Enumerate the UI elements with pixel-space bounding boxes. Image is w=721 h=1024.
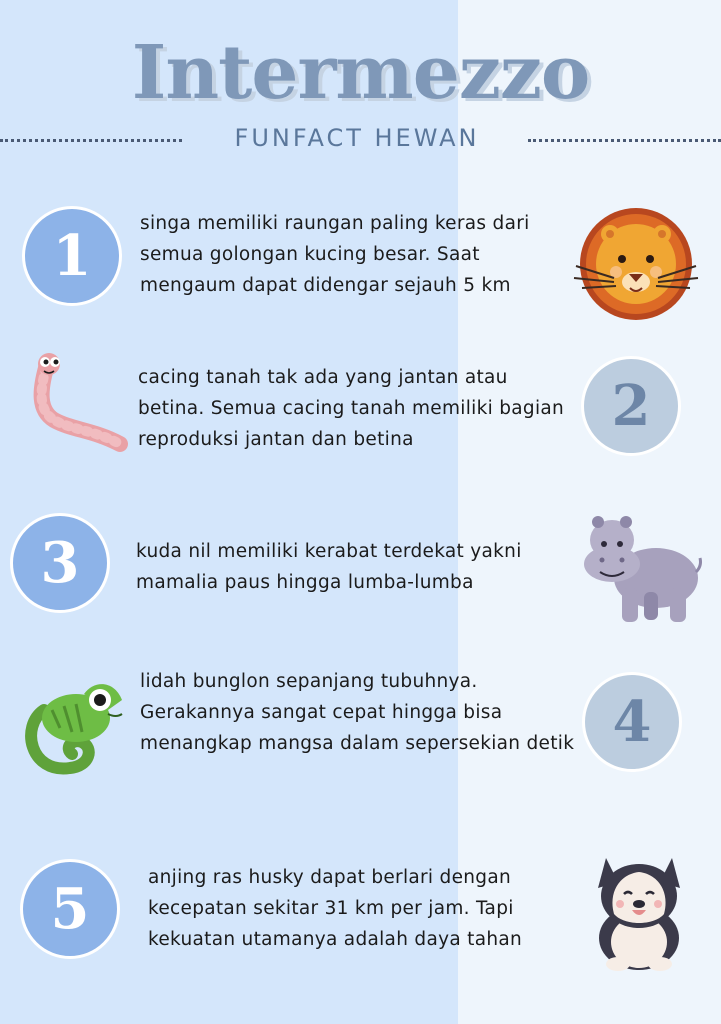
worm-icon	[16, 350, 130, 460]
husky-icon	[584, 848, 694, 972]
fact-text-4: lidah bunglon sepanjang tubuhnya. Gerakannya sangat cepat hingga bisa menangkap mangsa dalam sepersekian detik	[140, 671, 575, 754]
fact-text-1: singa memiliki raungan paling keras dari semua golongan kucing besar. Saat mengaum dapat didengar sejauh 5 km	[140, 213, 530, 296]
fact-text-3: kuda nil memiliki kerabat terdekat yakni mamalia paus hingga lumba-lumba	[136, 541, 522, 593]
fact-number-badge-3	[10, 513, 110, 613]
subtitle-row	[0, 122, 721, 158]
fact-number-3: 3	[17, 520, 103, 606]
dotted-divider-left	[0, 139, 182, 142]
page-subtitle: FUNFACT HEWAN	[234, 124, 480, 152]
fact-number-badge-2	[581, 356, 681, 456]
dotted-divider-right	[528, 139, 721, 142]
fact-number-2: 2	[588, 363, 674, 449]
fact-text-2: cacing tanah tak ada yang jantan atau betina. Semua cacing tanah memiliki bagian reproduksi jantan dan betina	[138, 367, 565, 450]
fact-text-5: anjing ras husky dapat berlari dengan kecepatan sekitar 31 km per jam. Tapi kekuatan utamanya adalah daya tahan	[148, 867, 523, 950]
hippo-icon	[578, 508, 704, 630]
lion-icon	[572, 204, 702, 324]
chameleon-icon	[24, 670, 128, 782]
fact-number-badge-5	[20, 859, 120, 959]
fact-number-1: 1	[29, 213, 115, 299]
fact-number-badge-4	[582, 672, 682, 772]
fact-number-4: 4	[589, 679, 675, 765]
fact-number-5: 5	[27, 866, 113, 952]
fact-number-badge-1	[22, 206, 122, 306]
page-title: Intermezzo	[131, 30, 590, 116]
